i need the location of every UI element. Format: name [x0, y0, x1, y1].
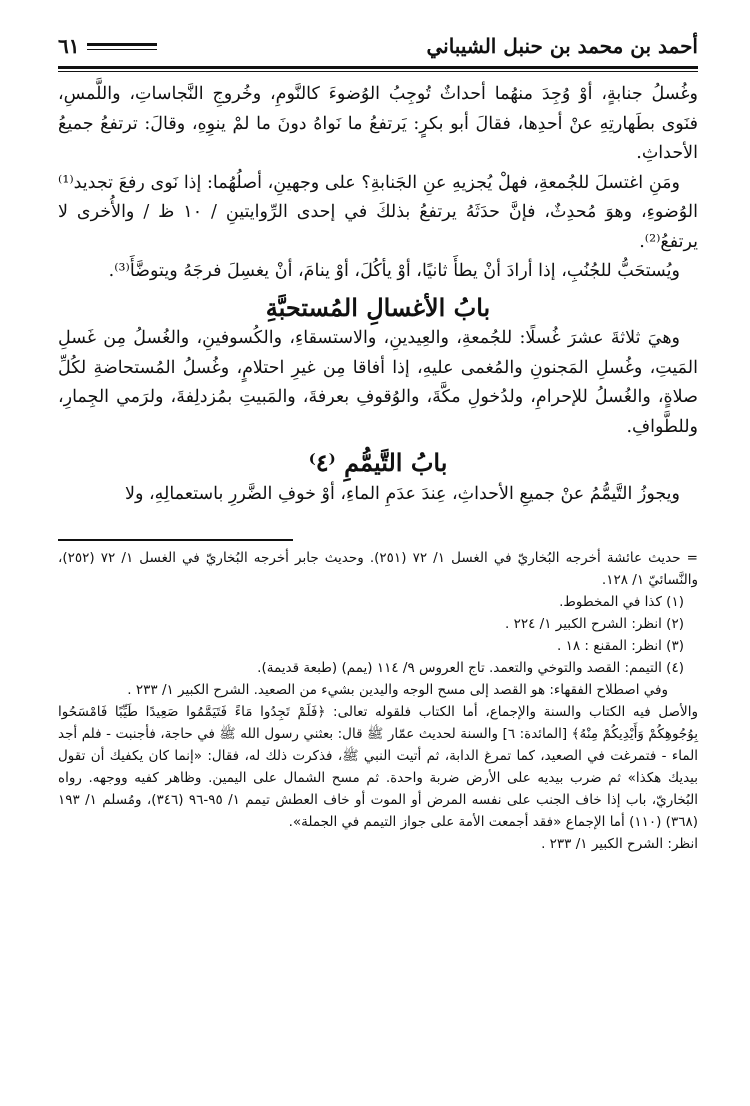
- header-title: أحمد بن محمد بن حنبل الشيباني: [426, 34, 698, 58]
- page-number: ٦١: [58, 34, 80, 58]
- footnotes: [58, 547, 698, 855]
- footnote: (٤) التيمم: القصد والتوخي والتعمد. تاج العروس ٩/ ١١٤ (يمم) (طبعة قديمة).: [257, 660, 684, 676]
- header-page-number-block: [58, 34, 157, 58]
- section-heading: بابُ التَّيمُّمِ ⁽٤⁾: [308, 448, 448, 477]
- paragraph: وغُسلُ جنابةٍ، أوْ وُجِدَ منهُما أحداثٌ تُوجِبُ الوُضوءَ كالنَّومِ، وخُروجِ النَّجاساتِ، واللَّمسِ، فنَوى بطَهارتِهِ عنْ أحدِها، فقالَ أبو بكرٍ: يَرتفعُ ما نَواهُ دونَ ما لمْ ينوِهِ، وقالَ: ترتفعُ جميعُ الأحداثِ.: [58, 84, 698, 163]
- header-divider: [58, 66, 698, 72]
- footnote: (١) كذا في المخطوط.: [559, 594, 684, 610]
- paragraph: ومَنِ اغتسلَ للجُمعةِ، فهلْ يُجزيهِ عنِ الجَنابةِ؟ على وجهينِ، أصلُهُما: إذا نَوى رفعَ تجديد⁽¹⁾ الوُضوءِ، وهوَ مُحدِثٌ، فإنَّ حدَثَهُ يرتفعُ بذلكَ في إحدى الرِّوايتينِ / ١٠ ظ / والأُخرى لا يرتفعُ⁽²⁾.: [58, 172, 699, 252]
- section-heading: بابُ الأغسالِ المُستحبَّةِ: [265, 292, 491, 322]
- header-rule: [87, 43, 157, 50]
- book-page: [58, 30, 698, 855]
- running-header: [58, 30, 698, 62]
- footnote-continuation: = حديث عائشة أخرجه البُخاريّ في الغسل ١/ ٧٢ (٢٥١). وحديث جابر أخرجه البُخاريّ في الغسل ١/ ٧٢ (٢٥٢)، والنَّسائيّ ١/ ١٢٨.: [58, 550, 698, 588]
- main-text: [58, 80, 698, 509]
- footnote-body: والأصل فيه الكتاب والسنة والإجماع، أما الكتاب فلقوله تعالى: ﴿فَلَمْ تَجِدُوا مَاءً فَتَيَمَّمُوا صَعِيدًا طَيِّبًا فَامْسَحُوا بِوُجُوهِكُمْ وَأَيْدِيكُمْ مِنْهُ﴾ [المائدة: ٦] والسنة لحديث عمّار ﷺ قال: بعثني رسول الله ﷺ في حاجة، فأجنبت - فلم أجد الماء - فتمرغت في الصعيد، كما تمرغ الدابة، ثم أتيت النبي ﷺ، فذكرت ذلك له، فقال: «إنما كان يكفيك أن تقول بيديك هكذا» ثم ضرب بيديه على الأرض ضربة واحدة. ثم مسح الشمال على اليمين. وظاهر كفيه ووجهه. رواه البُخاريّ، باب إذا خاف الجنب على نفسه المرض أو الموت أو خاف العطش تيمم ١/ ٩٥-٩٦ (٣٤٦)، ومُسلم ١/ ١٩٣ (٣٦٨) (١١٠) أما الإجماع «فقد أجمعت الأمة على جواز التيمم في الجملة».: [58, 704, 698, 830]
- footnote-body: وفي اصطلاح الفقهاء: هو القصد إلى مسح الوجه واليدين بشيء من الصعيد. الشرح الكبير ١/ ٢٣٣ .: [127, 682, 668, 698]
- paragraph: ويُستحَبُّ للجُنُبِ، إذا أرادَ أنْ يطأَ ثانيًا، أوْ يأكُلَ، أوْ ينامَ، أنْ يغسِلَ فرجَهُ ويتوضَّأَ⁽³⁾.: [108, 261, 680, 281]
- paragraph: وهيَ ثلاثةَ عشرَ غُسلًا: للجُمعةِ، والعِيدينِ، والاستسقاءِ، والكُسوفينِ، والغُسلُ مِن غَسلِ المَيتِ، وغُسلِ المَجنونِ والمُغمى عليهِ، إذا أفاقا مِن غيرِ احتلامٍ، وغُسلُ المُستحاضةِ لكُلِّ صلاةٍ، والغُسلُ للإحرامِ، ولدُخولِ مكَّةَ، والوُقوفِ بعرفةَ، والمَبيتِ بمُزدلِفةَ، ولرَمي الجِمارِ، وللطَّوافِ.: [58, 328, 698, 437]
- footnote: (٣) انظر: المقنع : ١٨ .: [557, 638, 684, 654]
- footnote: (٢) انظر: الشرح الكبير ١/ ٢٢٤ .: [504, 616, 684, 632]
- footnote-separator: [58, 539, 293, 541]
- footnote-body: انظر: الشرح الكبير ١/ ٢٣٣ .: [541, 836, 698, 852]
- paragraph: ويجوزُ التَّيمُّمُ عنْ جميعِ الأحداثِ، عِندَ عدَمِ الماءِ، أوْ خوفِ الضَّررِ باستعمالِهِ، ولا: [124, 483, 680, 504]
